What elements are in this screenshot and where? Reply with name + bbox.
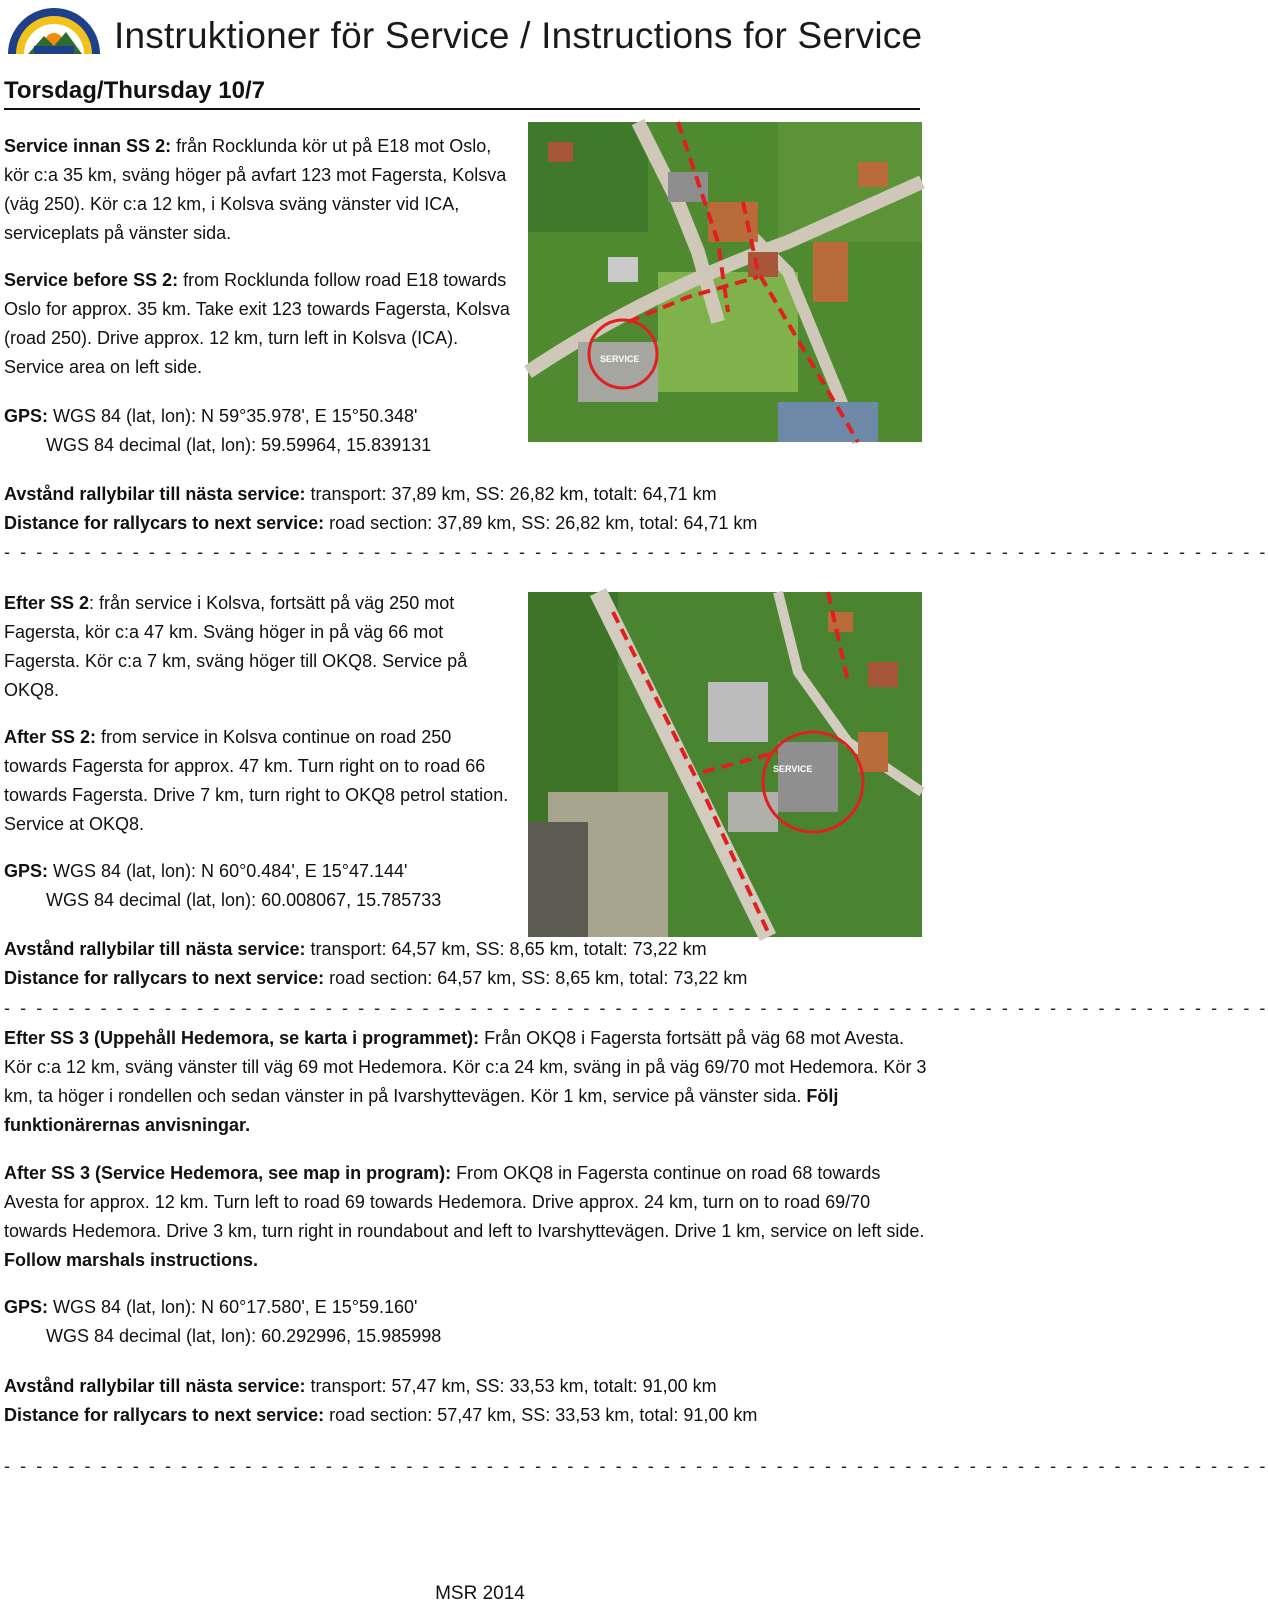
s2-english-instructions: After SS 2: from service in Kolsva continue on road 250 towards Fagersta for approx. 47 km. Turn right on to road 66 towards Fagersta. Drive 7 km, turn right to OKQ8 petrol station. Service at OKQ8. <box>4 727 509 834</box>
page-title: Instruktioner för Service / Instructions for Service <box>114 15 923 56</box>
footer: MSR 2014 <box>435 1583 525 1604</box>
s3-distance: Avstånd rallybilar till nästa service: transport: 57,47 km, SS: 33,53 km, totalt: 91,00 km Distance for rallycars to next service: road section: 57,47 km, SS: 33,53 km, total: 91,00 km <box>4 1376 758 1425</box>
s2-map-label: SERVICE <box>773 764 813 774</box>
s2-gps: GPS: WGS 84 (lat, lon): N 60°0.484', E 15°47.144' WGS 84 decimal (lat, lon): 60.008067, 15.785733 <box>4 861 442 910</box>
s1-english-instructions: Service before SS 2: from Rocklunda follow road E18 towards Oslo for approx. 35 km. Take exit 123 towards Fagersta, Kolsva (road 250). Drive approx. 12 km, turn left in Kolsva (ICA). Service area on left side. <box>4 270 510 377</box>
s2-distance: Avstånd rallybilar till nästa service: transport: 64,57 km, SS: 8,65 km, totalt: 73,22 km Distance for rallycars to next service: road section: 64,57 km, SS: 8,65 km, total: 73,22 km <box>4 939 748 988</box>
s3-gps: GPS: WGS 84 (lat, lon): N 60°17.580', E 15°59.160' WGS 84 decimal (lat, lon): 60.292996, 15.985998 <box>4 1297 442 1346</box>
s3-english-instructions: After SS 3 (Service Hedemora, see map in program): From OKQ8 in Fagersta continue on road 68 towards Avesta for approx. 12 km. Turn left to road 69 towards Hedemora. Drive approx. 24 km, turn on to road 69/70 towards Hedemora. Drive 3 km, turn right in roundabout and left to Ivarshyttevägen. Drive 1 km, service on left side. Follow marshals instructions. <box>4 1163 925 1270</box>
rally-logo <box>4 2 104 56</box>
s3-swedish-instructions: Efter SS 3 (Uppehåll Hedemora, se karta i programmet): Från OKQ8 i Fagersta fortsätt på väg 68 mot Avesta. Kör c:a 12 km, sväng vänster till väg 69 mot Hedemora. Kör c:a 24 km, sväng in på väg 69/70 mot Hedemora. Kör 3 km, ta höger i rondellen och sedan vänster in på Ivarshyttevägen. Kör 1 km, service på vänster sida. Följ funktionärernas anvisningar. <box>4 1028 927 1135</box>
s2-service-map <box>528 592 922 937</box>
s1-map-label: SERVICE <box>600 354 640 364</box>
s1-gps: GPS: WGS 84 (lat, lon): N 59°35.978', E 15°50.348' WGS 84 decimal (lat, lon): 59.59964, 15.839131 <box>4 406 432 455</box>
s2-swedish-instructions: Efter SS 2: från service i Kolsva, fortsätt på väg 250 mot Fagersta, kör c:a 47 km. Sväng höger in på väg 66 mot Fagersta. Kör c:a 7 km, sväng höger till OKQ8. Service på OKQ8. <box>4 593 468 700</box>
separator: - - - - - - - - - - - - - - - - - - - - - - - - - - - - - - - - - - - - - - - - - - - - - - - - - - - - - - - - - - - - - - - - - - - - - - - - - - - - - - - <box>4 998 1268 1018</box>
separator: - - - - - - - - - - - - - - - - - - - - - - - - - - - - - - - - - - - - - - - - - - - - - - - - - - - - - - - - - - - - - - - - - - - - - - - - - - - - - - - <box>4 1456 1268 1476</box>
separator: - - - - - - - - - - - - - - - - - - - - - - - - - - - - - - - - - - - - - - - - - - - - - - - - - - - - - - - - - - - - - - - - - - - - - - - - - - - - - - - <box>4 542 1268 562</box>
s1-swedish-instructions: Service innan SS 2: från Rocklunda kör ut på E18 mot Oslo, kör c:a 35 km, sväng höger på avfart 123 mot Fagersta, Kolsva (väg 250). Kör c:a 12 km, i Kolsva sväng vänster vid ICA, serviceplats på vänster sida. <box>4 136 507 243</box>
date-heading: Torsdag/Thursday 10/7 <box>4 76 920 110</box>
s1-distance: Avstånd rallybilar till nästa service: transport: 37,89 km, SS: 26,82 km, totalt: 64,71 km Distance for rallycars to next service: road section: 37,89 km, SS: 26,82 km, total: 64,71 km <box>4 484 758 533</box>
s1-service-map <box>528 122 922 442</box>
